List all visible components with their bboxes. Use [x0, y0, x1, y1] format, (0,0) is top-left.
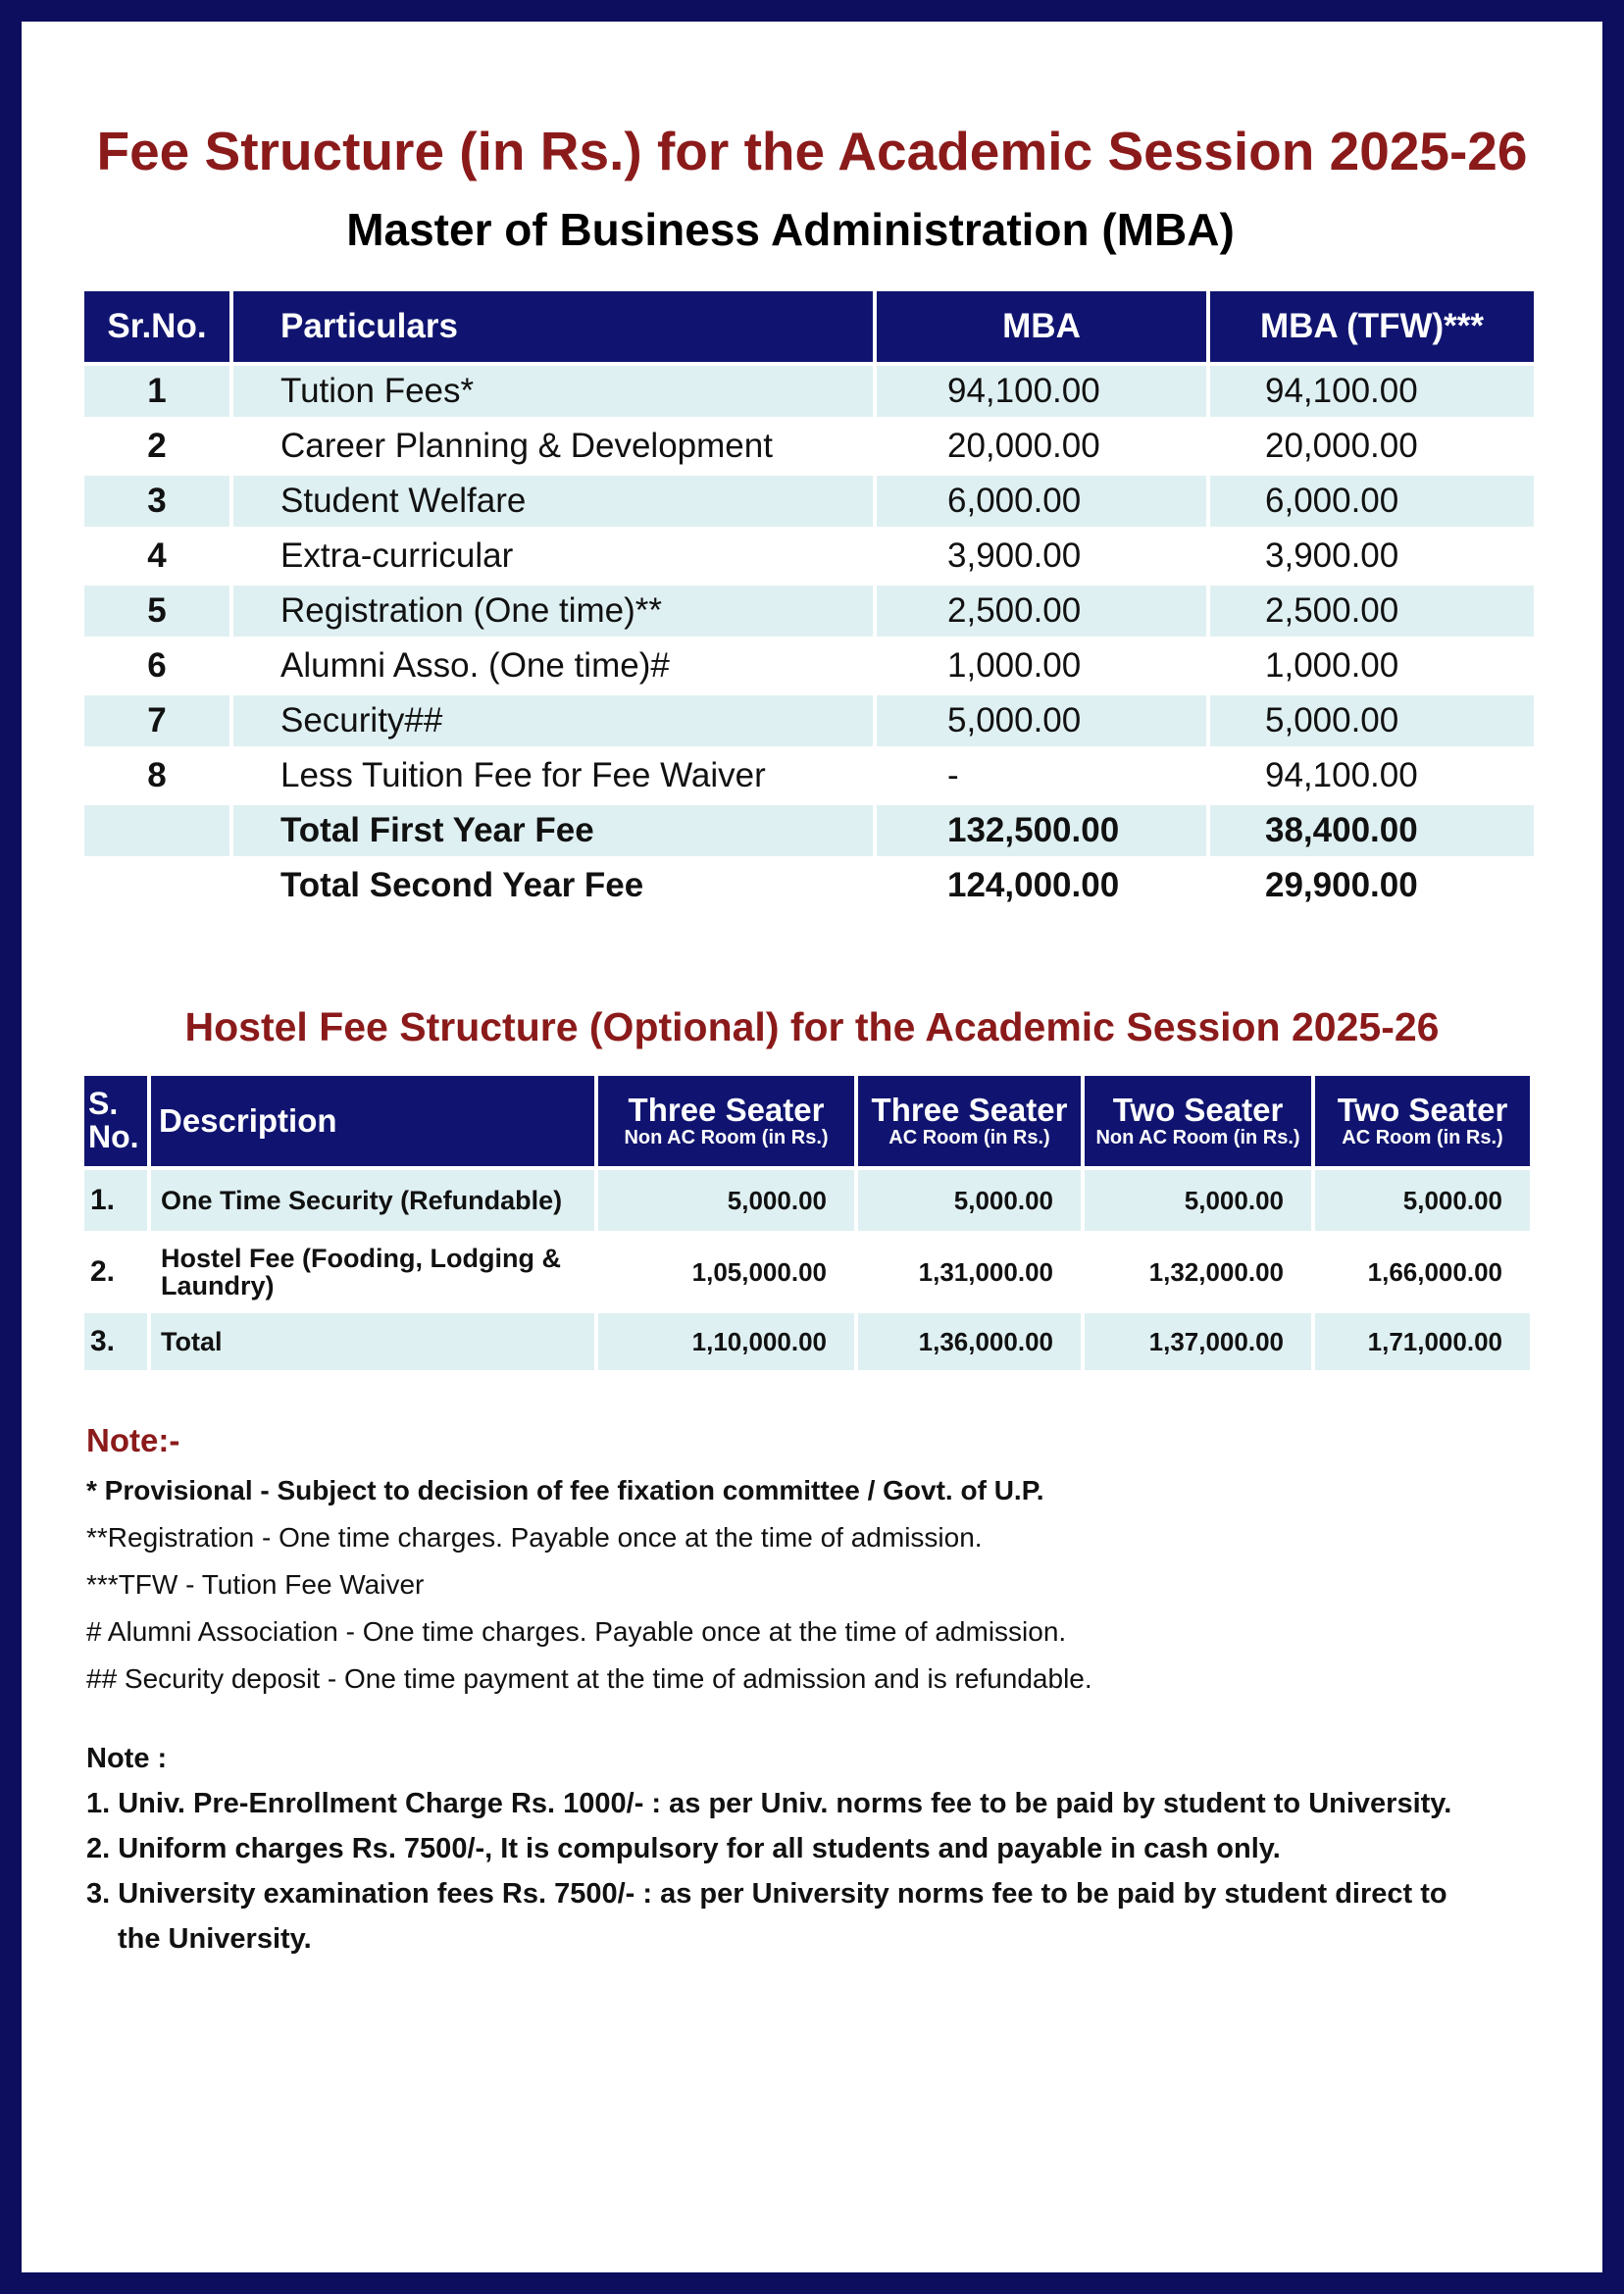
total-mba: 124,000.00 [947, 866, 1120, 904]
sr-no-cell: 8 [147, 756, 167, 794]
sn-cell: 3. [84, 1313, 147, 1370]
notes-heading: Note:- [86, 1422, 180, 1458]
tfw-cell: 3,900.00 [1265, 536, 1399, 575]
value-cell: 1,71,000.00 [1315, 1313, 1530, 1370]
fee-table-header [84, 291, 1555, 362]
hostel-fee-table [84, 1076, 1555, 1370]
description-cell: Hostel Fee (Fooding, Lodging & Laundry) [161, 1243, 561, 1300]
mba-cell: 1,000.00 [947, 646, 1082, 685]
tfw-cell: 20,000.00 [1265, 427, 1418, 465]
value-cell: 1,32,000.00 [1148, 1256, 1284, 1287]
value-cell: 1,37,000.00 [1085, 1313, 1311, 1370]
fee-table [84, 291, 1555, 915]
header-sr-no: Sr.No. [84, 291, 229, 362]
particular-cell: Student Welfare [233, 476, 873, 527]
note-line: 1. Univ. Pre-Enrollment Charge Rs. 1000/- : as per Univ. norms fee to be paid by student to University. [86, 1788, 1452, 1819]
value-cell: 1,36,000.00 [858, 1313, 1081, 1370]
notes2-heading: Note : [86, 1743, 168, 1774]
sr-no-cell: 3 [84, 476, 229, 527]
mba-cell: 20,000.00 [947, 427, 1100, 465]
header-sn-line1: S. [88, 1086, 119, 1122]
table-row [84, 421, 1555, 472]
sr-no-cell: 2 [147, 427, 167, 465]
room-subtype: Non AC Room (in Rs.) [624, 1127, 829, 1149]
particular-cell: Alumni Asso. (One time)# [280, 646, 670, 685]
header-description: Description [151, 1076, 594, 1166]
total-label: Total First Year Fee [233, 805, 873, 856]
header-room-2 [858, 1076, 1081, 1166]
room-type: Two Seater [1112, 1091, 1284, 1128]
tfw-cell: 5,000.00 [1210, 695, 1534, 746]
sr-no-cell: 6 [147, 646, 167, 685]
description-cell: One Time Security (Refundable) [151, 1170, 594, 1231]
table-row [84, 586, 1555, 637]
description-cell: Total [151, 1313, 594, 1370]
total-second-year-row [84, 860, 1555, 911]
total-first-year-row [84, 805, 1555, 856]
particular-cell: Security## [233, 695, 873, 746]
sr-no-cell: 4 [147, 536, 167, 575]
header-sn-line2: No. [88, 1119, 139, 1154]
header-sn [84, 1076, 147, 1166]
table-row [84, 640, 1555, 691]
header-particulars: Particulars [233, 291, 873, 362]
table-row [84, 366, 1555, 417]
value-cell: 5,000.00 [1085, 1170, 1311, 1231]
note-line: 2. Uniform charges Rs. 7500/-, It is compulsory for all students and payable in cash only. [86, 1833, 1281, 1864]
tfw-cell: 2,500.00 [1210, 586, 1534, 637]
sr-no-cell: 1 [84, 366, 229, 417]
header-room-4 [1315, 1076, 1530, 1166]
additional-notes [86, 1736, 1538, 1962]
tfw-cell: 94,100.00 [1210, 366, 1534, 417]
header-mba-tfw: MBA (TFW)*** [1210, 291, 1534, 362]
value-cell: 1,31,000.00 [918, 1256, 1053, 1287]
hostel-table-header [84, 1076, 1555, 1166]
document-page [22, 22, 1602, 2272]
value-cell: 1,66,000.00 [1367, 1256, 1502, 1287]
sn-cell: 2. [90, 1255, 116, 1288]
mba-cell: 3,900.00 [947, 536, 1082, 575]
value-cell: 5,000.00 [858, 1170, 1081, 1231]
table-row [84, 1235, 1555, 1309]
tfw-cell: 6,000.00 [1210, 476, 1534, 527]
note-line: ***TFW - Tution Fee Waiver [86, 1569, 425, 1600]
mba-cell: - [947, 756, 959, 794]
sr-no-cell: 7 [84, 695, 229, 746]
header-room-1 [598, 1076, 854, 1166]
mba-cell: 2,500.00 [877, 586, 1206, 637]
value-cell: 1,05,000.00 [691, 1256, 827, 1287]
sr-no-cell [84, 805, 229, 856]
total-mba: 132,500.00 [877, 805, 1206, 856]
room-type: Three Seater [628, 1091, 825, 1128]
value-cell: 5,000.00 [1315, 1170, 1530, 1231]
note-line: the University. [118, 1923, 312, 1955]
particular-cell: Tution Fees* [233, 366, 873, 417]
room-subtype: Non AC Room (in Rs.) [1095, 1127, 1300, 1149]
table-row [84, 695, 1555, 746]
total-tfw: 38,400.00 [1210, 805, 1534, 856]
total-label: Total Second Year Fee [280, 866, 644, 904]
tfw-cell: 94,100.00 [1265, 756, 1418, 794]
room-type: Two Seater [1337, 1091, 1508, 1128]
table-row [84, 750, 1555, 801]
footnotes [86, 1422, 1538, 1703]
particular-cell: Extra-curricular [280, 536, 514, 575]
value-cell: 1,10,000.00 [598, 1313, 854, 1370]
note-line: **Registration - One time charges. Payable once at the time of admission. [86, 1522, 983, 1553]
sn-cell: 1. [84, 1170, 147, 1231]
mba-cell: 6,000.00 [877, 476, 1206, 527]
note-line: ## Security deposit - One time payment at the time of admission and is refundable. [86, 1663, 1092, 1694]
particular-cell: Less Tuition Fee for Fee Waiver [280, 756, 766, 794]
mba-cell: 94,100.00 [877, 366, 1206, 417]
mba-cell: 5,000.00 [877, 695, 1206, 746]
page-subtitle: Master of Business Administration (MBA) [346, 204, 1235, 255]
note-line: * Provisional - Subject to decision of fee fixation committee / Govt. of U.P. [86, 1475, 1044, 1505]
room-subtype: AC Room (in Rs.) [888, 1127, 1050, 1149]
particular-cell: Career Planning & Development [280, 427, 773, 465]
table-row [84, 1170, 1555, 1231]
tfw-cell: 1,000.00 [1265, 646, 1399, 685]
table-row [84, 476, 1555, 527]
total-tfw: 29,900.00 [1265, 866, 1418, 904]
header-room-3 [1085, 1076, 1311, 1166]
header-mba: MBA [877, 291, 1206, 362]
room-type: Three Seater [871, 1091, 1068, 1128]
note-line: 3. University examination fees Rs. 7500/- : as per University norms fee to be paid by student direct to [86, 1878, 1447, 1910]
room-subtype: AC Room (in Rs.) [1342, 1127, 1503, 1149]
value-cell: 5,000.00 [598, 1170, 854, 1231]
page-title: Fee Structure (in Rs.) for the Academic Session 2025-26 [96, 121, 1528, 181]
table-row [84, 531, 1555, 582]
sr-no-cell: 5 [84, 586, 229, 637]
table-row [84, 1313, 1555, 1370]
note-line: # Alumni Association - One time charges. Payable once at the time of admission. [86, 1616, 1067, 1647]
particular-cell: Registration (One time)** [233, 586, 873, 637]
sr-no-cell [84, 860, 229, 911]
hostel-title: Hostel Fee Structure (Optional) for the Academic Session 2025-26 [184, 1004, 1440, 1049]
